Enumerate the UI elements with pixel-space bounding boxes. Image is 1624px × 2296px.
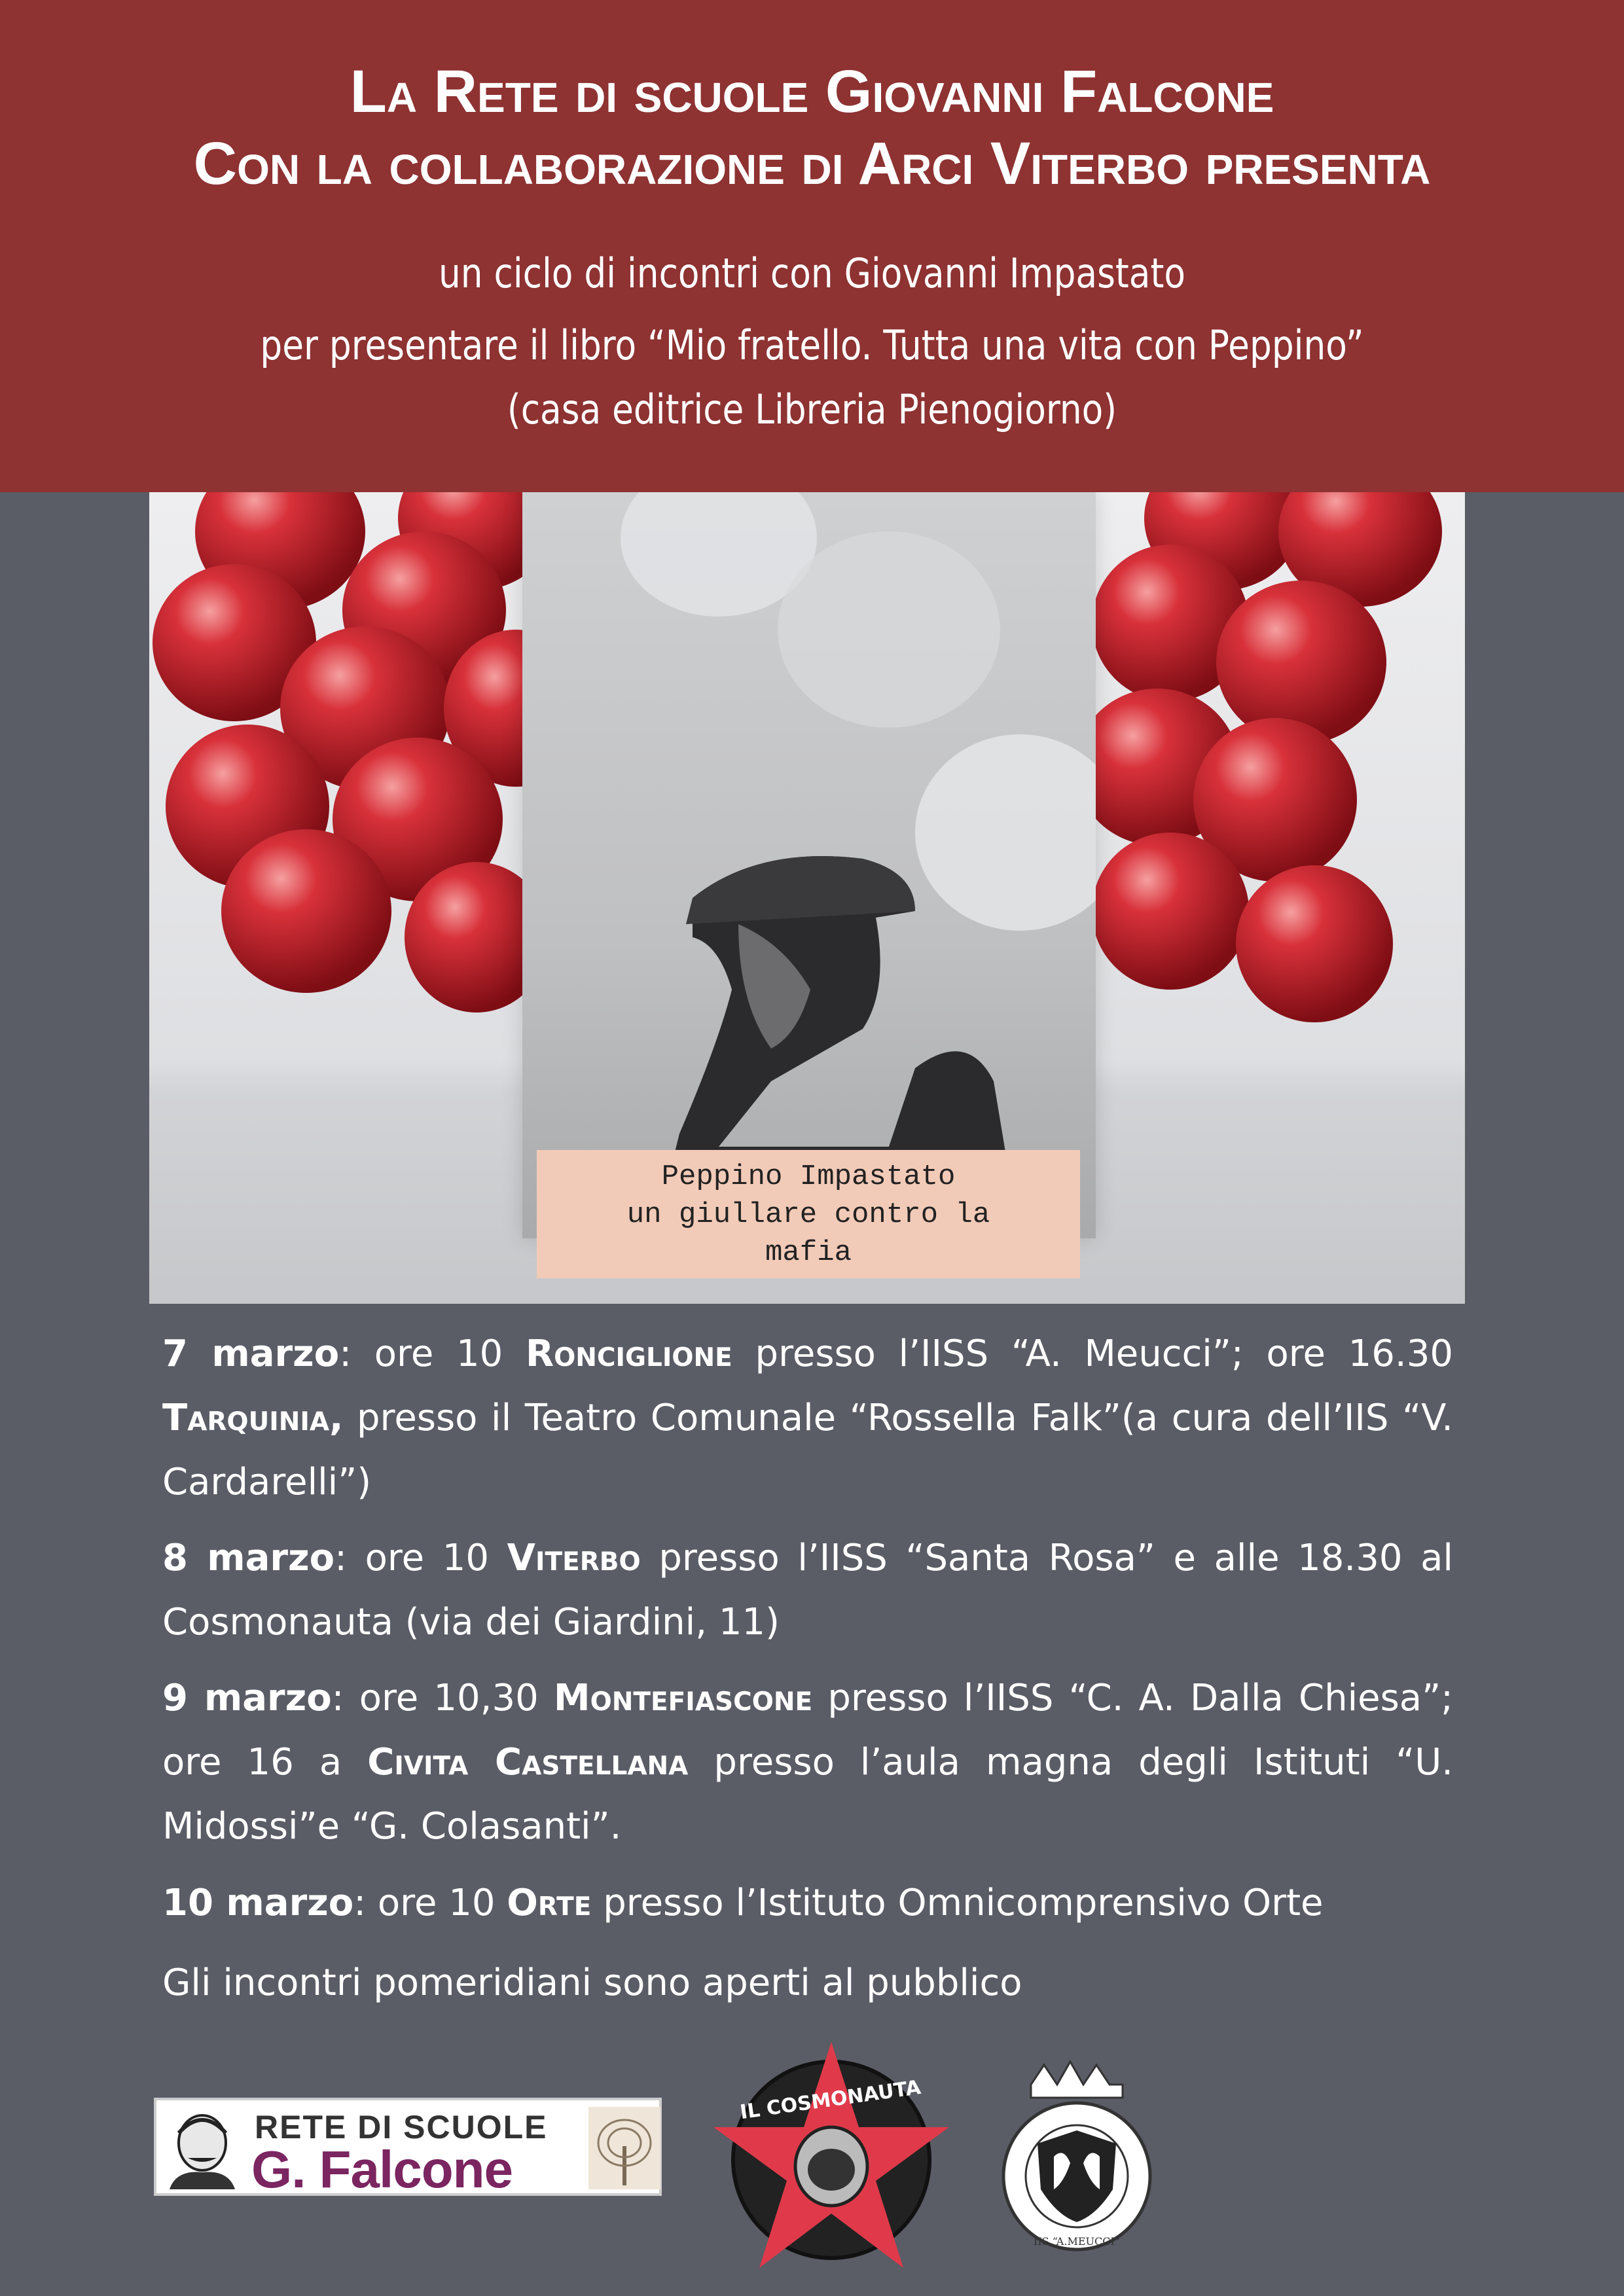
cosmonauta-text: IL COSMONAUTA xyxy=(738,2075,922,2125)
event-date: 10 marzo xyxy=(162,1882,354,1924)
subtitle-line-1: un ciclo di incontri con Giovanni Impastato xyxy=(438,249,1185,297)
event-text: presso l’IISS “C. A. Dalla Chiesa”; ore 16 a xyxy=(162,1677,1454,1784)
title-line-1: La Rete di scuole Giovanni Falcone xyxy=(350,58,1274,125)
book-cover-photo xyxy=(149,492,1465,1304)
book-cover xyxy=(522,492,1096,1238)
subtitle-line-3: (casa editrice Libreria Pienogiorno) xyxy=(507,386,1117,433)
header-banner xyxy=(0,0,1624,492)
caption-line-1: Peppino Impastato xyxy=(661,1160,956,1193)
logo-text-falcone: G. Falcone xyxy=(251,2140,513,2198)
event-date: 8 marzo xyxy=(162,1537,335,1579)
caption-line-3: mafia xyxy=(765,1236,852,1269)
event-item xyxy=(162,1526,1453,1655)
iis-meucci-logo xyxy=(992,2058,1162,2255)
event-city: Ronciglione xyxy=(525,1333,732,1375)
logo-text-rete: RETE DI SCUOLE xyxy=(255,2109,548,2145)
event-schedule xyxy=(162,1322,1453,1948)
event-text: : ore 10,30 xyxy=(331,1677,554,1719)
event-text: : ore 10 xyxy=(353,1882,507,1924)
event-item xyxy=(162,1666,1453,1859)
event-text: : ore 10 xyxy=(339,1333,526,1375)
event-city: Civita Castellana xyxy=(367,1741,689,1784)
falcone-portrait-icon xyxy=(163,2107,242,2189)
event-text: presso l’IISS “Santa Rosa” e alle 18.30 al Cosmonauta (via dei Giardini, 11) xyxy=(162,1537,1453,1643)
event-item xyxy=(162,1871,1453,1936)
rete-falcone-logo xyxy=(154,2098,662,2196)
event-city: Orte xyxy=(507,1882,592,1924)
event-date: 7 marzo xyxy=(162,1333,340,1375)
event-text: presso il Teatro Comunale “Rossella Falk”(a cura dell’IIS “V. Cardarelli”) xyxy=(162,1397,1453,1503)
tree-icon xyxy=(588,2107,660,2189)
event-text: presso l’aula magna degli Istituti “U. Midossi”e “G. Colasanti”. xyxy=(162,1741,1453,1848)
event-text: presso l’IISS “A. Meucci”; ore 16.30 xyxy=(732,1333,1453,1375)
event-date: 9 marzo xyxy=(162,1677,332,1719)
portrait-image xyxy=(522,492,1096,1238)
book-caption xyxy=(537,1150,1080,1278)
event-text: : ore 10 xyxy=(334,1537,507,1579)
title-line-2: Con la collaborazione di Arci Viterbo presenta xyxy=(193,130,1431,197)
public-access-note: Gli incontri pomeridiani sono aperti al pubblico xyxy=(162,1962,1022,2004)
subtitle-line-2: per presentare il libro “Mio fratello. Tutta una vita con Peppino” xyxy=(260,321,1364,369)
event-city: Tarquinia, xyxy=(162,1397,344,1439)
crown-icon xyxy=(1031,2062,1123,2098)
il-cosmonauta-logo xyxy=(713,2029,949,2278)
caption-line-2: un giullare contro la xyxy=(626,1198,990,1231)
event-city: Montefiascone xyxy=(553,1677,813,1719)
meucci-text: IIS “A.MEUCCI” xyxy=(1034,2235,1120,2248)
event-item xyxy=(162,1322,1453,1515)
event-city: Viterbo xyxy=(507,1537,641,1579)
event-text: presso l’Istituto Omnicomprensivo Orte xyxy=(591,1882,1324,1924)
